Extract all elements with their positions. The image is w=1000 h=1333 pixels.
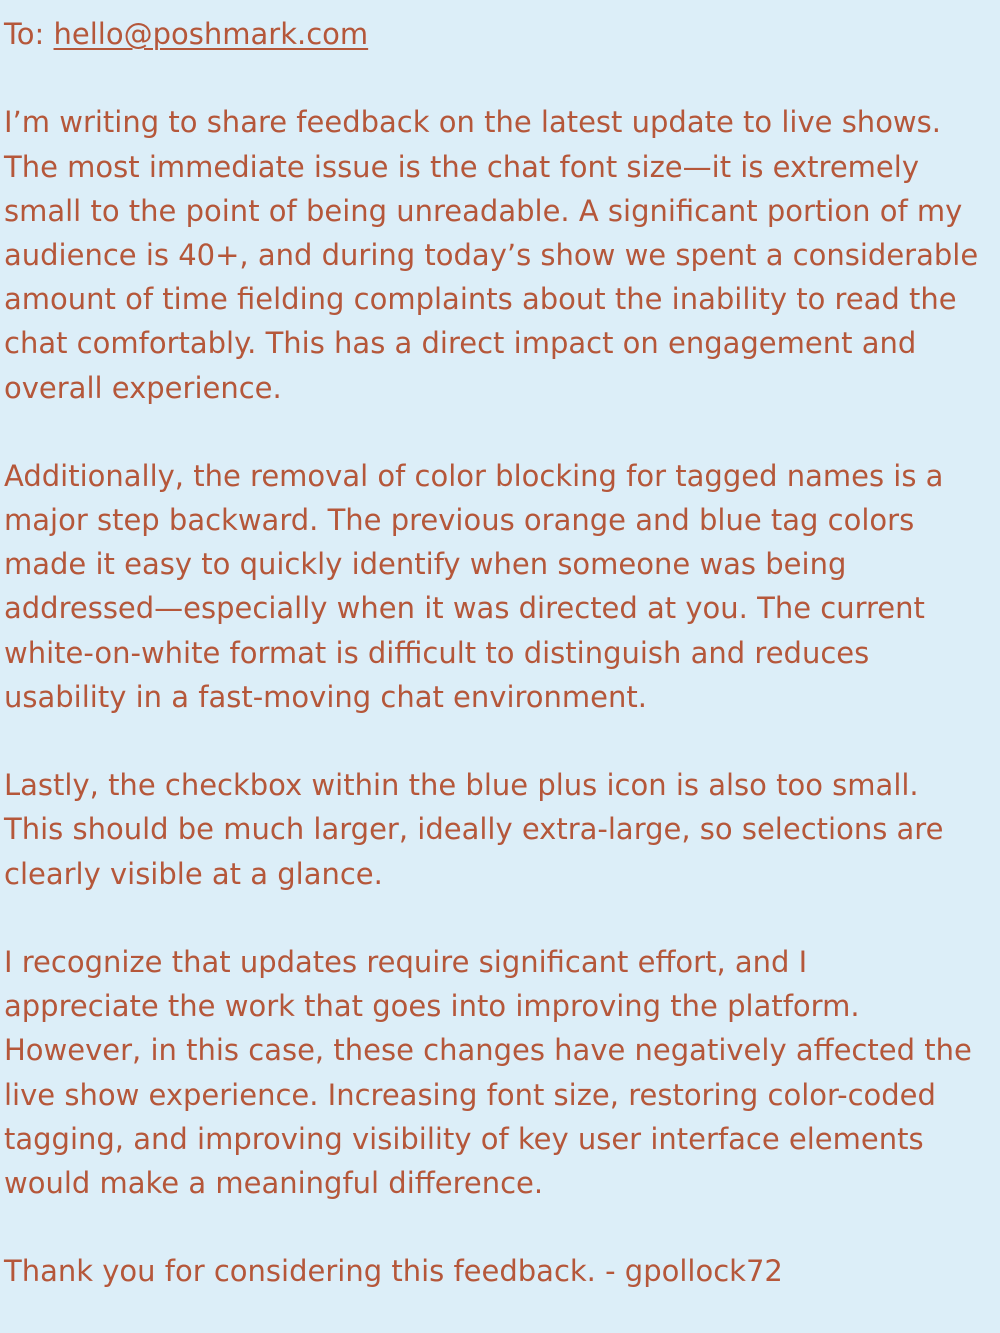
text-line: Lastly, the checkbox within the blue plus icon is also too small. [4, 768, 919, 803]
text-line: Additionally, the removal of color blocking for tagged names is a [4, 458, 944, 493]
recipient-email-link[interactable]: hello@poshmark.com [53, 17, 369, 51]
signoff-line: Thank you for considering this feedback. - gpollock72 [4, 1254, 783, 1289]
text-line: chat comfortably. This has a direct impact on engagement and [4, 326, 917, 361]
text-line: would make a meaningful difference. [4, 1165, 544, 1200]
paragraph-gap [4, 1205, 1000, 1249]
recipient-line [4, 12, 1000, 56]
paragraph-color-blocking [4, 454, 1000, 719]
text-line: usability in a fast-moving chat environment. [4, 679, 647, 714]
paragraph-signoff [4, 1249, 1000, 1293]
text-line: appreciate the work that goes into improving the platform. [4, 989, 860, 1024]
to-label: To: [4, 17, 45, 51]
paragraph-live-shows [4, 100, 1000, 409]
text-line: This should be much larger, ideally extra-large, so selections are [4, 812, 944, 847]
paragraph-checkbox [4, 763, 1000, 896]
text-line: clearly visible at a glance. [4, 856, 383, 891]
text-line: live show experience. Increasing font size, restoring color-coded [4, 1077, 936, 1112]
text-line: addressed—especially when it was directed at you. The current [4, 591, 925, 626]
text-line: audience is 40+, and during today’s show we spent a considerable [4, 237, 979, 272]
text-line: tagging, and improving visibility of key user interface elements [4, 1121, 924, 1156]
text-line: I recognize that updates require significant effort, and I [4, 944, 808, 979]
paragraph-gap [4, 56, 1000, 100]
letter-body [4, 12, 1000, 1293]
text-line: The most immediate issue is the chat font size—it is extremely [4, 149, 919, 184]
text-line: white-on-white format is difficult to distinguish and reduces [4, 635, 870, 670]
paragraph-gap [4, 719, 1000, 763]
text-line: made it easy to quickly identify when someone was being [4, 547, 847, 582]
text-line: amount of time fielding complaints about the inability to read the [4, 282, 957, 317]
paragraph-gap [4, 896, 1000, 940]
paragraph-gap [4, 410, 1000, 454]
text-line: However, in this case, these changes have negatively affected the [4, 1033, 972, 1068]
text-line: I’m writing to share feedback on the latest update to live shows. [4, 105, 941, 140]
paragraph-recognition [4, 940, 1000, 1205]
text-line: overall experience. [4, 370, 282, 405]
text-line: small to the point of being unreadable. A significant portion of my [4, 193, 963, 228]
text-line: major step backward. The previous orange and blue tag colors [4, 503, 915, 538]
